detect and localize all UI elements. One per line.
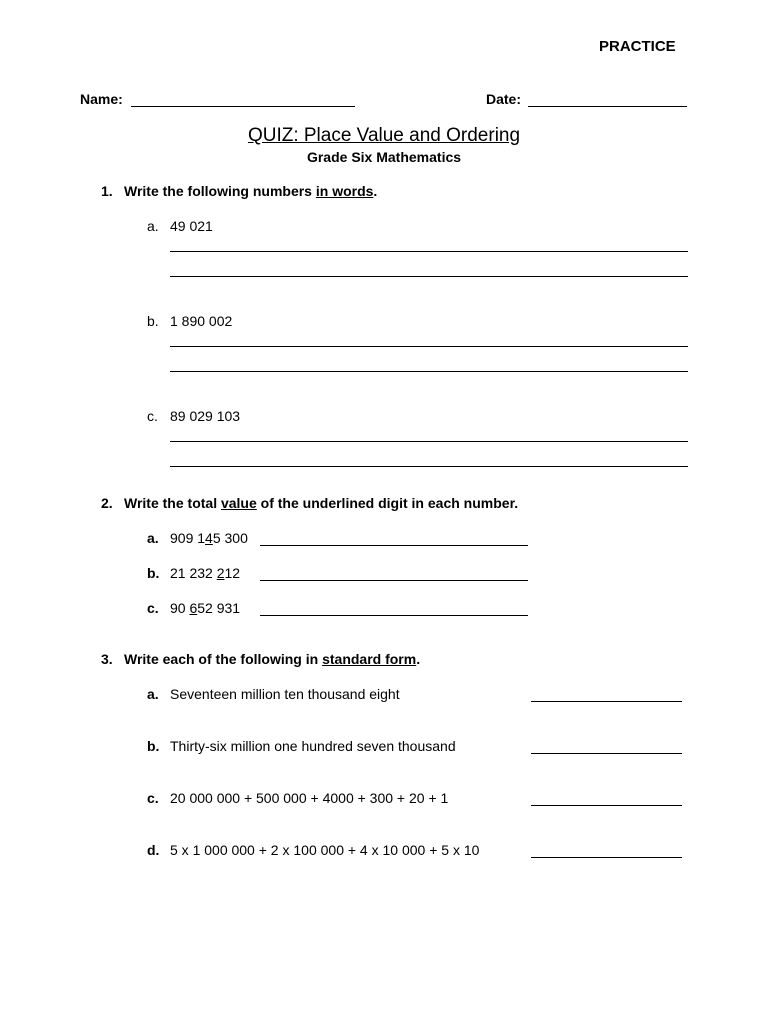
page-subtitle: Grade Six Mathematics	[306, 149, 462, 165]
q2-number: 2.	[101, 495, 113, 511]
q1c-answer-line-1[interactable]	[170, 441, 688, 442]
q2a-letter: a.	[147, 530, 159, 546]
q2c-answer-line[interactable]	[260, 615, 528, 616]
name-label: Name:	[80, 91, 123, 107]
q3b-letter: b.	[147, 738, 160, 754]
q3c-answer-line[interactable]	[531, 805, 682, 806]
q1b-letter: b.	[147, 313, 159, 329]
q2b-number: 21 232 212	[170, 565, 241, 581]
q2a-number: 909 145 300	[170, 530, 248, 546]
q1-number: 1.	[101, 183, 113, 199]
q2a-answer-line[interactable]	[260, 545, 528, 546]
q1b-answer-line-2[interactable]	[170, 371, 688, 372]
q1a-number: 49 021	[170, 218, 213, 234]
q1c-letter: c.	[147, 408, 158, 424]
q3c-letter: c.	[147, 790, 159, 806]
q3d-letter: d.	[147, 842, 160, 858]
q3c-text: 20 000 000 + 500 000 + 4000 + 300 + 20 + 1	[170, 790, 449, 806]
q1a-answer-line-1[interactable]	[170, 251, 688, 252]
q2b-underlined-digit: 2	[216, 565, 225, 581]
q2b-answer-line[interactable]	[260, 580, 528, 581]
q1-instruction: Write the following numbers in words.	[124, 183, 378, 199]
date-field[interactable]	[528, 106, 687, 107]
q2c-underlined-digit: 6	[189, 600, 198, 616]
q3b-text: Thirty-six million one hundred seven thousand	[170, 738, 456, 754]
q1a-letter: a.	[147, 218, 159, 234]
q2-instruction: Write the total value of the underlined digit in each number.	[124, 495, 519, 511]
q1b-answer-line-1[interactable]	[170, 346, 688, 347]
q1b-number: 1 890 002	[170, 313, 233, 329]
q3-instruction: Write each of the following in standard form.	[124, 651, 421, 667]
page-title: QUIZ: Place Value and Ordering	[247, 125, 521, 146]
practice-label: PRACTICE	[599, 38, 676, 55]
q3-number: 3.	[101, 651, 113, 667]
q3a-letter: a.	[147, 686, 159, 702]
q3a-text: Seventeen million ten thousand eight	[170, 686, 400, 702]
name-field[interactable]	[131, 106, 355, 107]
q2c-letter: c.	[147, 600, 159, 616]
q3d-text: 5 x 1 000 000 + 2 x 100 000 + 4 x 10 000 + 5 x 10	[170, 842, 480, 858]
q1c-number: 89 029 103	[170, 408, 241, 424]
q3b-answer-line[interactable]	[531, 753, 682, 754]
q2c-number: 90 652 931	[170, 600, 241, 616]
q1a-answer-line-2[interactable]	[170, 276, 688, 277]
q3d-answer-line[interactable]	[531, 857, 682, 858]
date-label: Date:	[486, 91, 522, 107]
q2a-underlined-digit: 4	[205, 530, 213, 546]
q2b-letter: b.	[147, 565, 160, 581]
q3a-answer-line[interactable]	[531, 701, 682, 702]
q1c-answer-line-2[interactable]	[170, 466, 688, 467]
